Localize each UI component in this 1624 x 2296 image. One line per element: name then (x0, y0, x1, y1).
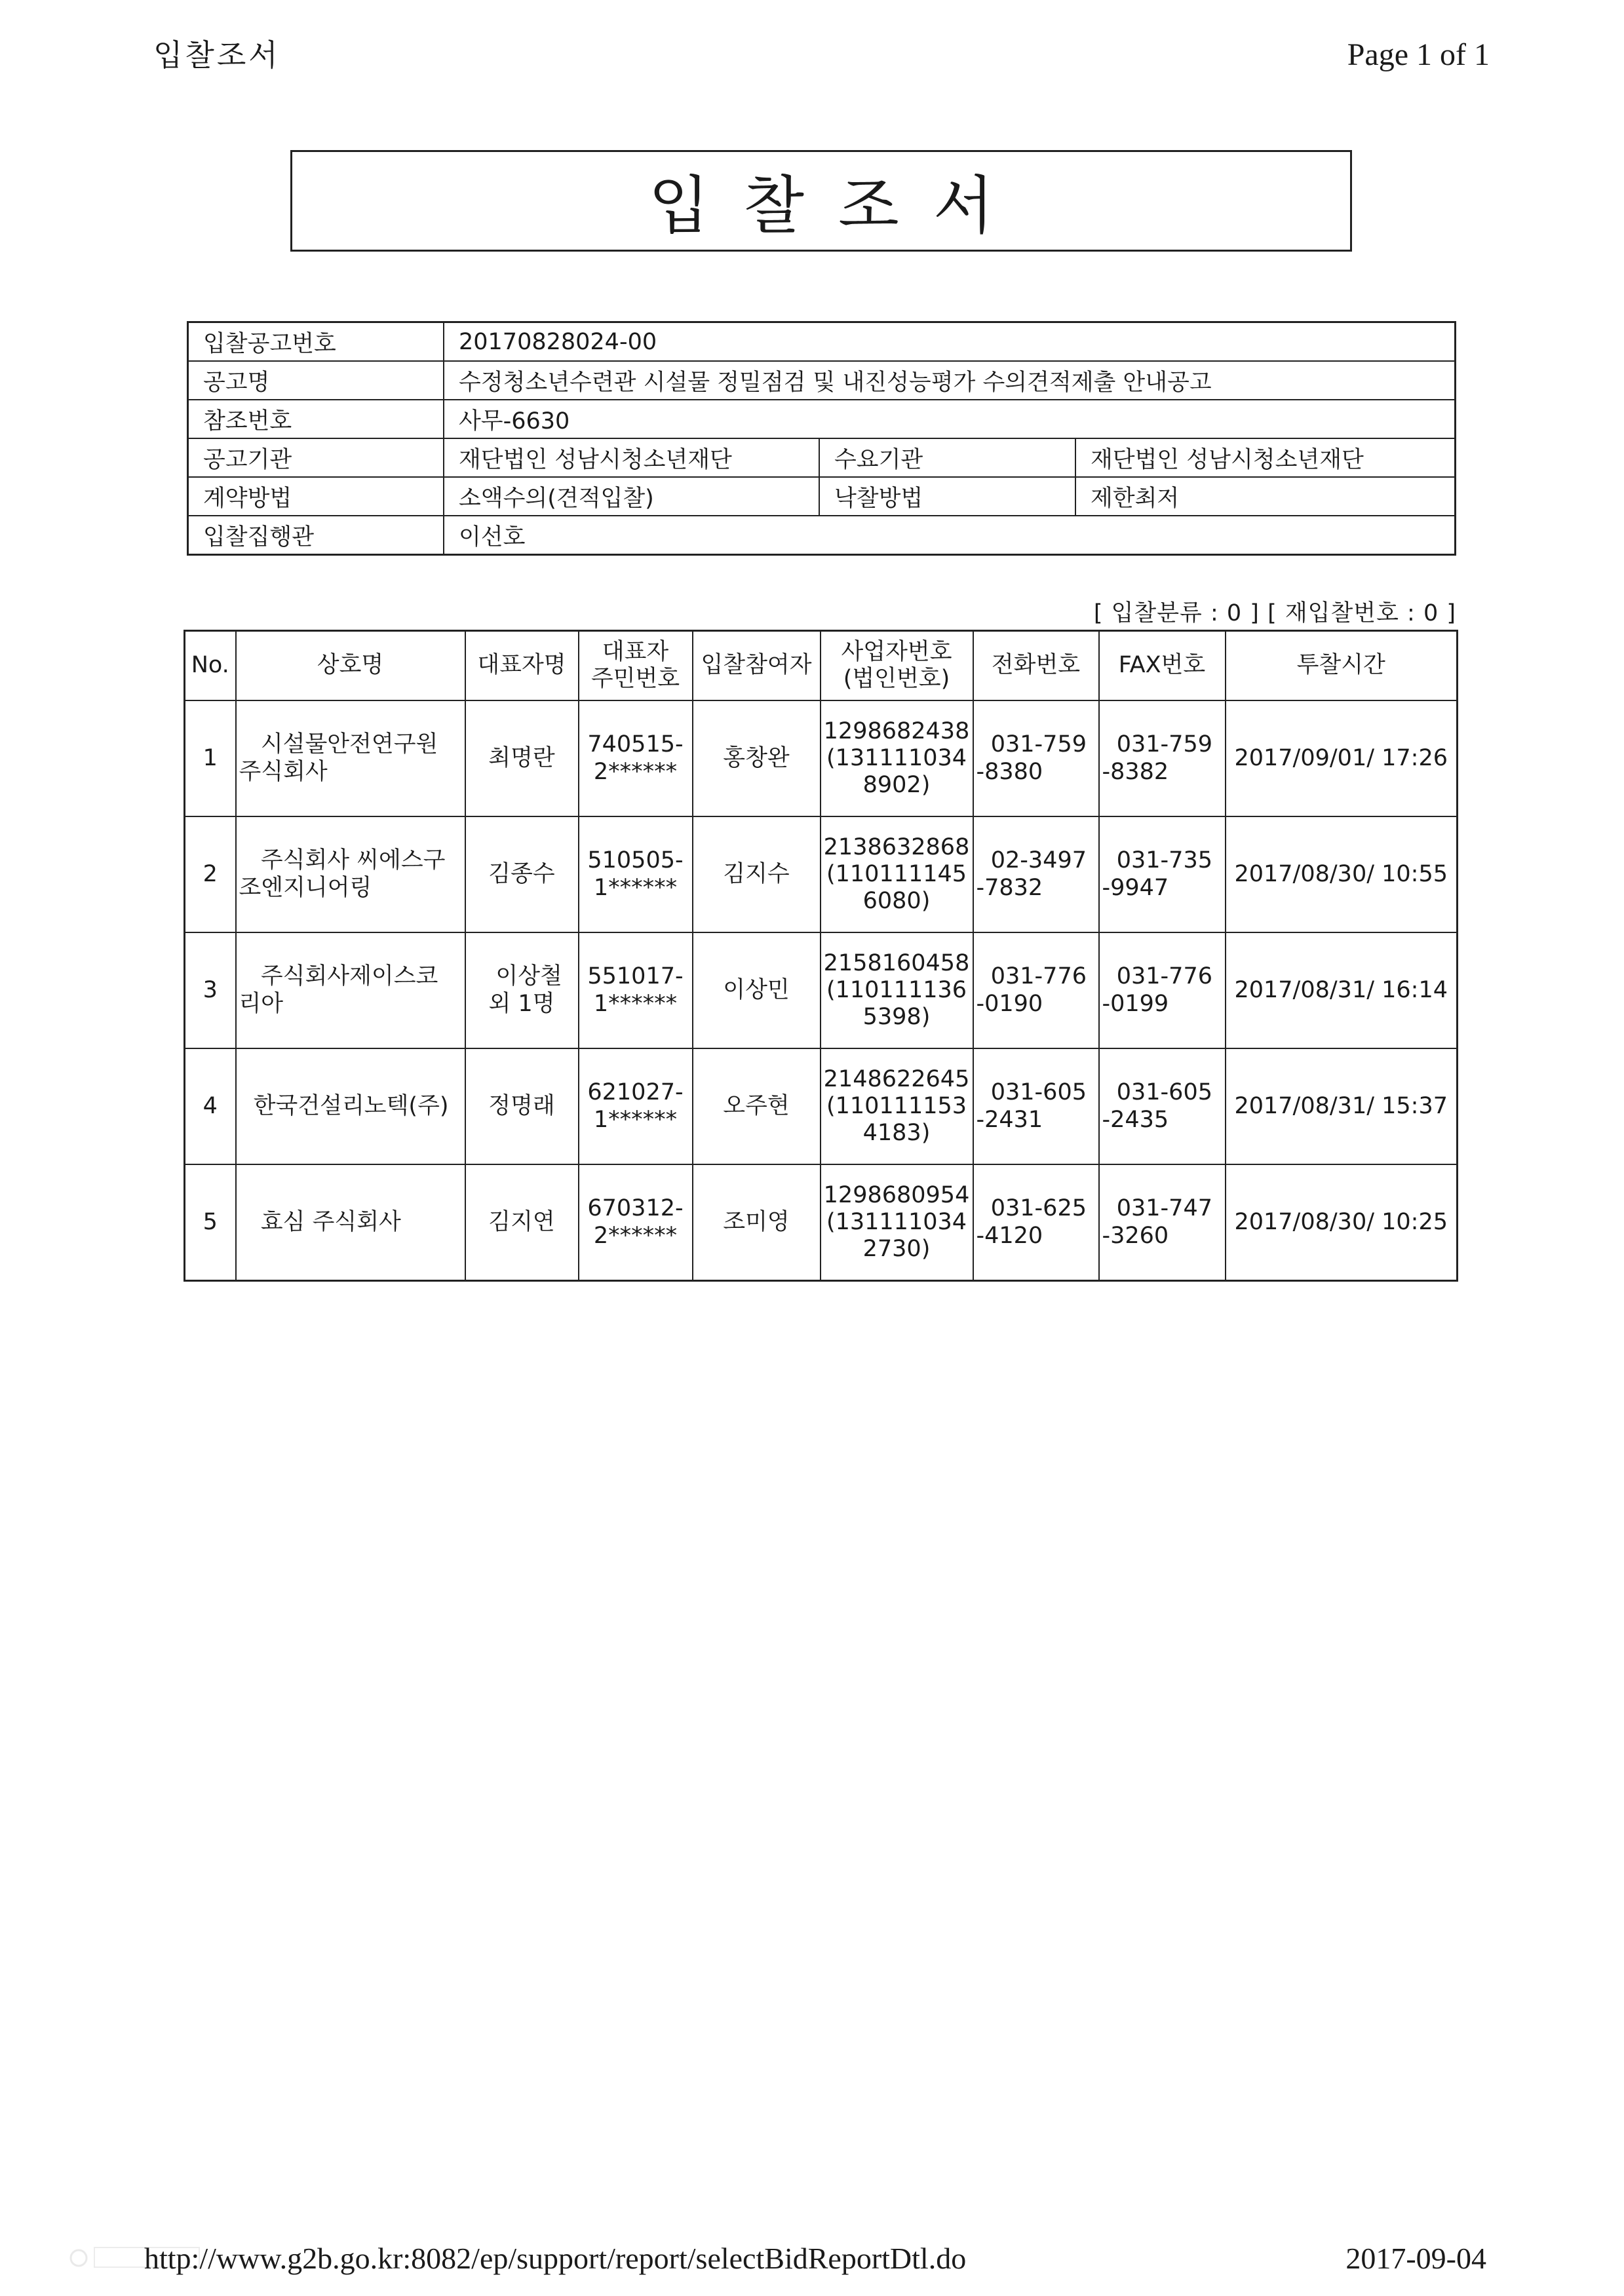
info-row (188, 322, 1456, 362)
cell-rep-id: 510505- 1****** (579, 816, 693, 932)
table-row (185, 1164, 1458, 1281)
col-time: 투찰시간 (1226, 631, 1458, 701)
cell-company: 한국건설리노텍(주) (236, 1048, 465, 1164)
footer-date: 2017-09-04 (1345, 2242, 1486, 2275)
cell-no: 3 (185, 932, 236, 1048)
col-phone: 전화번호 (973, 631, 1099, 701)
info-row (188, 477, 1456, 516)
cell-rep: 이상철 외 1명 (465, 932, 579, 1048)
cell-participant: 김지수 (693, 816, 821, 932)
award-method-value: 제한최저 (1075, 477, 1456, 516)
col-biz-no: 사업자번호 (법인번호) (821, 631, 973, 701)
cell-rep-id: 670312- 2****** (579, 1164, 693, 1281)
cell-rep: 김지연 (465, 1164, 579, 1281)
table-row (185, 1048, 1458, 1164)
officer-value: 이선호 (444, 516, 1456, 555)
cell-no: 5 (185, 1164, 236, 1281)
cell-fax: 031-759 -8382 (1099, 700, 1226, 816)
cell-fax: 031-735 -9947 (1099, 816, 1226, 932)
cell-company: 시설물안전연구원 주식회사 (236, 700, 465, 816)
cell-rep-id: 551017- 1****** (579, 932, 693, 1048)
demand-agency-value: 재단법인 성남시청소년재단 (1075, 438, 1456, 477)
cell-phone: 031-776 -0190 (973, 932, 1099, 1048)
ref-no-value: 사무-6630 (444, 400, 1456, 438)
col-rep: 대표자명 (465, 631, 579, 701)
cell-participant: 홍창완 (693, 700, 821, 816)
award-method-label: 낙찰방법 (819, 477, 1075, 516)
notice-name-label: 공고명 (188, 361, 444, 400)
info-row (188, 361, 1456, 400)
col-rep-id: 대표자 주민번호 (579, 631, 693, 701)
cell-no: 4 (185, 1048, 236, 1164)
notice-info-table (187, 321, 1456, 556)
cell-rep-id: 740515- 2****** (579, 700, 693, 816)
bid-classification: [ 입찰분류 : 0 ] [ 재입찰번호 : 0 ] (1093, 600, 1456, 626)
agency-label: 공고기관 (188, 438, 444, 477)
cell-time: 2017/08/31/ 15:37 (1226, 1048, 1458, 1164)
ref-no-label: 참조번호 (188, 400, 444, 438)
demand-agency-label: 수요기관 (819, 438, 1075, 477)
cell-biz-no: 2148622645 (110111153 4183) (821, 1048, 973, 1164)
info-row (188, 516, 1456, 555)
cell-company: 효심 주식회사 (236, 1164, 465, 1281)
contract-method-label: 계약방법 (188, 477, 444, 516)
cell-time: 2017/08/30/ 10:25 (1226, 1164, 1458, 1281)
agency-value: 재단법인 성남시청소년재단 (444, 438, 819, 477)
cell-rep: 김종수 (465, 816, 579, 932)
cell-phone: 02-3497 -7832 (973, 816, 1099, 932)
cell-phone: 031-759 -8380 (973, 700, 1099, 816)
table-row (185, 932, 1458, 1048)
cell-rep-id: 621027- 1****** (579, 1048, 693, 1164)
cell-participant: 이상민 (693, 932, 821, 1048)
bid-header-row (185, 631, 1458, 701)
cell-phone: 031-625 -4120 (973, 1164, 1099, 1281)
notice-name-value: 수정청소년수련관 시설물 정밀점검 및 내진성능평가 수의견적제출 안내공고 (444, 361, 1456, 400)
contract-method-value: 소액수의(견적입찰) (444, 477, 819, 516)
table-row (185, 700, 1458, 816)
cell-time: 2017/08/31/ 16:14 (1226, 932, 1458, 1048)
cell-phone: 031-605 -2431 (973, 1048, 1099, 1164)
info-row (188, 438, 1456, 477)
footer-url: http://www.g2b.go.kr:8082/ep/support/report/selectBidReportDtl.do (144, 2242, 967, 2275)
cell-no: 2 (185, 816, 236, 932)
cell-time: 2017/09/01/ 17:26 (1226, 700, 1458, 816)
cell-participant: 오주현 (693, 1048, 821, 1164)
cell-biz-no: 2158160458 (110111136 5398) (821, 932, 973, 1048)
notice-no-value: 20170828024-00 (444, 322, 1456, 362)
header-page-number: Page 1 of 1 (1347, 37, 1490, 72)
cell-fax: 031-605 -2435 (1099, 1048, 1226, 1164)
cell-biz-no: 1298682438 (131111034 8902) (821, 700, 973, 816)
cell-fax: 031-747 -3260 (1099, 1164, 1226, 1281)
notice-no-label: 입찰공고번호 (188, 322, 444, 362)
cell-no: 1 (185, 700, 236, 816)
cell-rep: 최명란 (465, 700, 579, 816)
cell-rep: 정명래 (465, 1048, 579, 1164)
officer-label: 입찰집행관 (188, 516, 444, 555)
col-participant: 입찰참여자 (693, 631, 821, 701)
document-title: 입찰조서 (648, 169, 1028, 242)
document-title-box (290, 150, 1352, 252)
info-row (188, 400, 1456, 438)
cell-time: 2017/08/30/ 10:55 (1226, 816, 1458, 932)
col-fax: FAX번호 (1099, 631, 1226, 701)
col-no: No. (185, 631, 236, 701)
bid-results-table (184, 630, 1458, 1282)
cell-biz-no: 2138632868 (110111145 6080) (821, 816, 973, 932)
cell-fax: 031-776 -0199 (1099, 932, 1226, 1048)
table-row (185, 816, 1458, 932)
col-company: 상호명 (236, 631, 465, 701)
cell-biz-no: 1298680954 (131111034 2730) (821, 1164, 973, 1281)
cell-company: 주식회사 씨에스구 조엔지니어링 (236, 816, 465, 932)
cell-participant: 조미영 (693, 1164, 821, 1281)
cell-company: 주식회사제이스코 리아 (236, 932, 465, 1048)
header-doc-title: 입찰조서 (153, 37, 280, 73)
